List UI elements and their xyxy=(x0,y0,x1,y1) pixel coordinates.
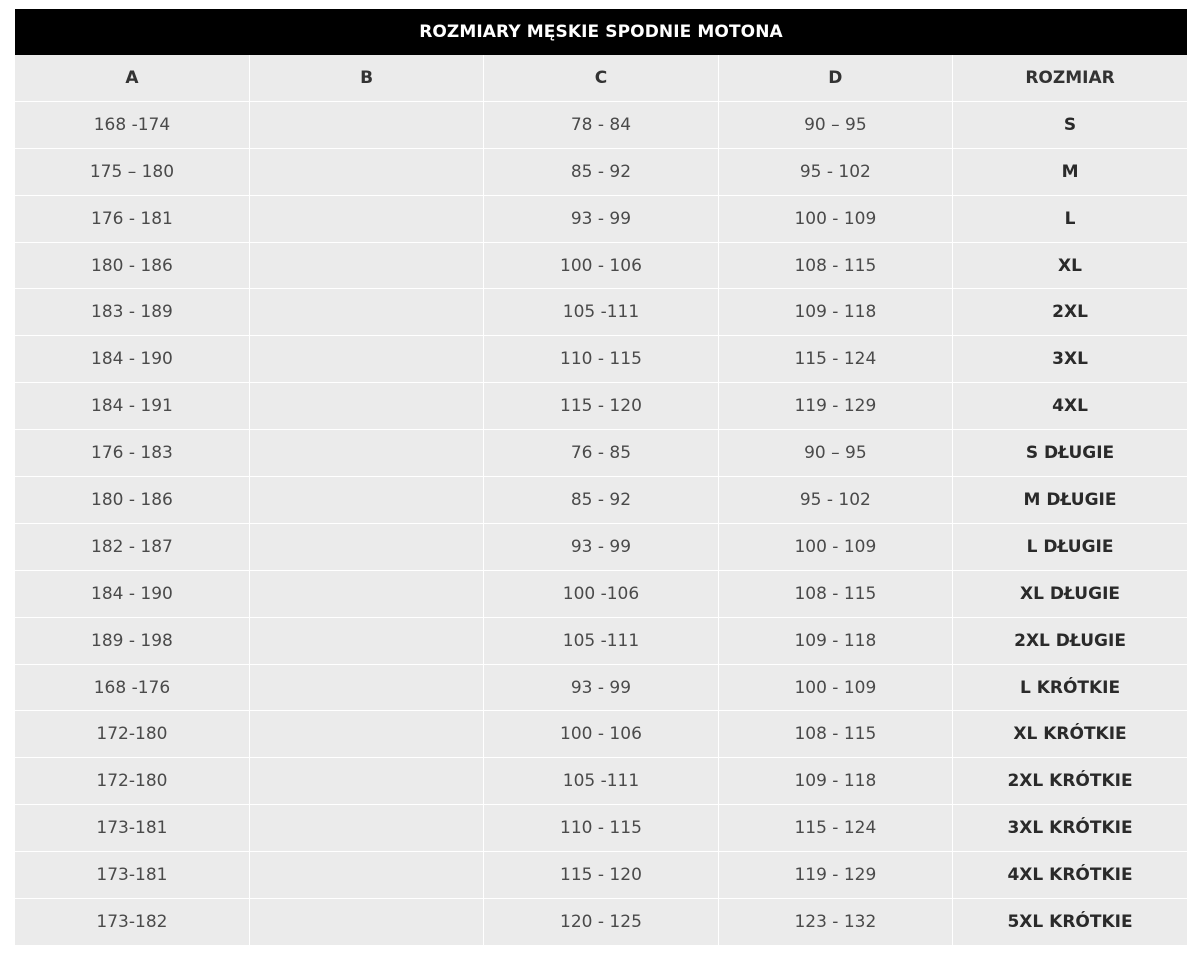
cell-d: 119 - 129 xyxy=(718,852,952,899)
cell-rozmiar: 2XL xyxy=(953,289,1187,336)
cell-d: 108 - 115 xyxy=(718,570,952,617)
cell-rozmiar: XL xyxy=(953,242,1187,289)
cell-b xyxy=(249,711,483,758)
cell-c: 115 - 120 xyxy=(484,852,718,899)
header-a: A xyxy=(15,55,249,101)
cell-d: 95 - 102 xyxy=(718,477,952,524)
table-body xyxy=(15,101,1187,945)
table-row xyxy=(15,664,1187,711)
table-row xyxy=(15,758,1187,805)
cell-b xyxy=(249,617,483,664)
header-rozmiar: ROZMIAR xyxy=(953,55,1187,101)
table-row xyxy=(15,570,1187,617)
cell-c: 100 -106 xyxy=(484,570,718,617)
cell-d: 123 - 132 xyxy=(718,899,952,946)
table-row xyxy=(15,148,1187,195)
table-row xyxy=(15,289,1187,336)
cell-d: 108 - 115 xyxy=(718,711,952,758)
cell-d: 109 - 118 xyxy=(718,617,952,664)
cell-b xyxy=(249,289,483,336)
cell-b xyxy=(249,570,483,617)
cell-a: 173-182 xyxy=(15,899,249,946)
cell-rozmiar: M xyxy=(953,148,1187,195)
header-c: C xyxy=(484,55,718,101)
cell-d: 115 - 124 xyxy=(718,805,952,852)
cell-a: 173-181 xyxy=(15,805,249,852)
cell-d: 95 - 102 xyxy=(718,148,952,195)
cell-rozmiar: XL KRÓTKIE xyxy=(953,711,1187,758)
cell-c: 115 - 120 xyxy=(484,383,718,430)
cell-c: 110 - 115 xyxy=(484,336,718,383)
cell-a: 168 -176 xyxy=(15,664,249,711)
cell-a: 180 - 186 xyxy=(15,477,249,524)
cell-c: 76 - 85 xyxy=(484,430,718,477)
cell-rozmiar: 3XL KRÓTKIE xyxy=(953,805,1187,852)
table-header xyxy=(15,55,1187,101)
table-row xyxy=(15,852,1187,899)
cell-c: 100 - 106 xyxy=(484,242,718,289)
cell-c: 93 - 99 xyxy=(484,195,718,242)
cell-rozmiar: L DŁUGIE xyxy=(953,523,1187,570)
header-row xyxy=(15,55,1187,101)
cell-b xyxy=(249,523,483,570)
cell-c: 85 - 92 xyxy=(484,148,718,195)
cell-rozmiar: M DŁUGIE xyxy=(953,477,1187,524)
cell-a: 182 - 187 xyxy=(15,523,249,570)
cell-d: 100 - 109 xyxy=(718,664,952,711)
cell-rozmiar: 2XL DŁUGIE xyxy=(953,617,1187,664)
cell-rozmiar: 5XL KRÓTKIE xyxy=(953,899,1187,946)
cell-a: 184 - 190 xyxy=(15,570,249,617)
cell-d: 100 - 109 xyxy=(718,523,952,570)
table-row xyxy=(15,242,1187,289)
table-row xyxy=(15,195,1187,242)
size-table xyxy=(15,55,1187,946)
cell-b xyxy=(249,195,483,242)
header-b: B xyxy=(249,55,483,101)
cell-rozmiar: 4XL KRÓTKIE xyxy=(953,852,1187,899)
cell-c: 93 - 99 xyxy=(484,664,718,711)
table-row xyxy=(15,383,1187,430)
table-row xyxy=(15,805,1187,852)
cell-b xyxy=(249,899,483,946)
cell-b xyxy=(249,430,483,477)
cell-a: 183 - 189 xyxy=(15,289,249,336)
cell-a: 184 - 191 xyxy=(15,383,249,430)
cell-b xyxy=(249,664,483,711)
cell-a: 172-180 xyxy=(15,758,249,805)
cell-d: 119 - 129 xyxy=(718,383,952,430)
cell-d: 109 - 118 xyxy=(718,758,952,805)
cell-b xyxy=(249,242,483,289)
table-row xyxy=(15,617,1187,664)
cell-d: 90 – 95 xyxy=(718,430,952,477)
cell-b xyxy=(249,148,483,195)
table-row xyxy=(15,523,1187,570)
cell-b xyxy=(249,336,483,383)
cell-rozmiar: S DŁUGIE xyxy=(953,430,1187,477)
cell-a: 172-180 xyxy=(15,711,249,758)
cell-d: 115 - 124 xyxy=(718,336,952,383)
table-row xyxy=(15,711,1187,758)
cell-c: 93 - 99 xyxy=(484,523,718,570)
cell-a: 180 - 186 xyxy=(15,242,249,289)
cell-a: 176 - 183 xyxy=(15,430,249,477)
cell-d: 90 – 95 xyxy=(718,101,952,148)
cell-rozmiar: L xyxy=(953,195,1187,242)
cell-c: 105 -111 xyxy=(484,289,718,336)
cell-b xyxy=(249,477,483,524)
cell-d: 100 - 109 xyxy=(718,195,952,242)
cell-c: 100 - 106 xyxy=(484,711,718,758)
table-row xyxy=(15,101,1187,148)
cell-a: 189 - 198 xyxy=(15,617,249,664)
cell-b xyxy=(249,805,483,852)
cell-c: 78 - 84 xyxy=(484,101,718,148)
cell-c: 105 -111 xyxy=(484,617,718,664)
cell-a: 184 - 190 xyxy=(15,336,249,383)
cell-b xyxy=(249,101,483,148)
cell-b xyxy=(249,383,483,430)
cell-a: 175 – 180 xyxy=(15,148,249,195)
cell-rozmiar: 3XL xyxy=(953,336,1187,383)
header-d: D xyxy=(718,55,952,101)
cell-rozmiar: L KRÓTKIE xyxy=(953,664,1187,711)
cell-rozmiar: 4XL xyxy=(953,383,1187,430)
cell-c: 105 -111 xyxy=(484,758,718,805)
cell-c: 85 - 92 xyxy=(484,477,718,524)
cell-a: 173-181 xyxy=(15,852,249,899)
cell-b xyxy=(249,852,483,899)
table-row xyxy=(15,477,1187,524)
table-title: ROZMIARY MĘSKIE SPODNIE MOTONA xyxy=(15,9,1187,55)
table-row xyxy=(15,336,1187,383)
cell-c: 120 - 125 xyxy=(484,899,718,946)
size-chart xyxy=(15,9,1187,946)
table-row xyxy=(15,899,1187,946)
cell-d: 108 - 115 xyxy=(718,242,952,289)
cell-rozmiar: XL DŁUGIE xyxy=(953,570,1187,617)
cell-rozmiar: S xyxy=(953,101,1187,148)
table-row xyxy=(15,430,1187,477)
cell-rozmiar: 2XL KRÓTKIE xyxy=(953,758,1187,805)
cell-a: 176 - 181 xyxy=(15,195,249,242)
cell-d: 109 - 118 xyxy=(718,289,952,336)
cell-b xyxy=(249,758,483,805)
cell-c: 110 - 115 xyxy=(484,805,718,852)
cell-a: 168 -174 xyxy=(15,101,249,148)
